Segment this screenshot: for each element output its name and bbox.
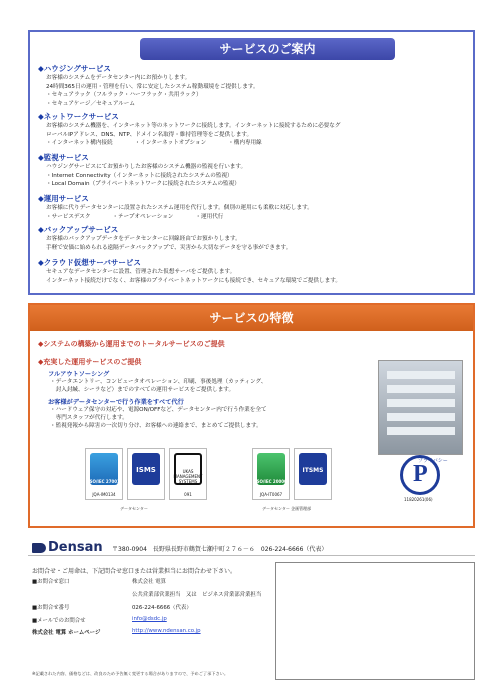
onbehalf-line: ・ハードウェア保守の対応や、電源ON/OFFなど、データセンター内で行う作業を全て [50,407,267,413]
company-address: 〒380-0904 長野県長野市鶴賀七瀬中町２７６－６ 026-224-6666（代表） [112,546,328,553]
operation-line: お客様に代りデータセンターに設置されたシステム運用を代行します。個別の運用にも柔軟に対応します。 [46,205,313,211]
left-cert-caption: データセンター [120,506,148,511]
network-item: ・インターネットオプション [134,140,207,146]
network-item: ・構内専用線 [228,140,262,146]
contact-title: お問合せ・ご用命は、下記問合せ窓口または営業担当にお問合わせ下さい。 [32,568,237,575]
isms-logo: ISMS [127,448,165,500]
operation-item: ・テープオペレーション [112,213,174,220]
monitoring-heading: ◆監視サービス [38,153,89,162]
densan-mark-icon [32,543,46,553]
operation-heading: ◆運用サービス [38,194,89,203]
itsms-logo: ITSMS [294,448,332,500]
backup-line: お客様のバックアップデータをデータセンターに回線経由でお預かりします。 [46,236,241,242]
network-line: ローバルIPアドレス、DNS、NTP、ドメイン名取得・維持管理等をご提供します。 [46,131,253,138]
monitoring-line: ・Internet Connectivity（インターネットに接続されたシステムの監視） [46,172,233,179]
housing-line: お客様のシステムをデータセンター内にお預かりします。 [46,75,191,81]
services-title: サービスのご案内 [140,38,395,60]
ukas-code: 091 [184,492,192,497]
services-panel [28,30,475,295]
right-cert-caption: データセンター 企画管理部 [262,506,312,511]
onbehalf-line: 専門スタッフが代行します。 [50,415,128,421]
housing-section [38,64,470,108]
cloud-heading: ◆クラウド仮想サーバサービス [38,258,141,267]
outsourcing-line: 封入封緘、シーラなど）までのすべての運用サービスをご提供します。 [50,387,235,393]
network-line: お客様のシステム機器を、インターネット等のネットワークに接続します。インターネットに接続するために必要なグ [46,123,341,129]
operation-section [38,194,470,221]
operation-item: ・サービスデスク [46,213,91,220]
feature-point-2: ◆充実した運用サービスのご提供 [38,358,142,366]
onbehalf-line: ・監視発報から障害の一次切り分け、お客様への連絡まで、まとめてご提供します。 [50,423,262,429]
monitoring-line: ハウジングサービスにてお預かりしたお客様のシステム機器の監視を行います。 [46,164,247,170]
privacy-code: 11820261(06) [404,497,433,502]
network-section [38,112,470,148]
footnote: ※記載された内容、価格などは、改良のため予告無く変更する場合がありますので、予めご了承下さい。 [32,671,229,676]
iso20000-logo: ISO/IEC 20000 JQA-IT0067 [252,448,290,500]
iso27001-code: JQA-IM0134 [92,492,116,497]
datacenter-building-photo [378,360,463,455]
housing-heading: ◆ハウジングサービス [38,64,111,73]
outsourcing-heading: フルアウトソーシング [48,371,110,378]
iso27001-logo: ISO/IEC 27001 JQA-IM0134 [85,448,123,500]
monitoring-section [38,153,470,189]
email-link[interactable]: info@dsdc.jp [132,616,167,622]
operation-item: ・運用代行 [195,213,224,220]
onbehalf-heading: お客様がデータセンターで行う作業をすべて代行 [48,399,184,406]
features-title: サービスの特徴 [30,305,473,331]
feature-point-1: ◆システムの構築から運用までのトータルサービスのご提供 [38,340,225,348]
network-heading: ◆ネットワークサービス [38,112,119,121]
housing-line: ・セキュアケージ／セキュアルーム [46,100,135,107]
backup-line: 手軽で安価に始められる遠隔データバックアップで、災害から大切なデータを守る事ができます。 [46,244,292,251]
monitoring-line: ・Local Domain（プライベートネットワークに接続されたシステムの監視） [46,181,240,187]
privacy-mark-logo: P [400,455,440,495]
features-panel [28,303,475,528]
iso20000-code: JQA-IT0067 [259,492,283,497]
cloud-line: セキュアなデータセンターに設置、管理された仮想サーバをご提供します。 [46,269,236,275]
cloud-section [38,258,470,285]
stamp-box [275,562,475,680]
homepage-link[interactable]: http://www.ndensan.co.jp [132,628,201,634]
densan-logo: Densan [32,540,103,555]
housing-line: 24時間365日の運用・管理を行い、常に安定したシステム稼動環境をご提供します。 [46,83,259,90]
housing-line: ・セキュアラック（フルラック・ハーフラック・共用ラック） [46,92,202,98]
backup-heading: ◆バックアップサービス [38,225,119,234]
backup-section [38,225,470,252]
privacy-label: プライバシー [418,458,448,464]
network-item: ・インターネット構内接続 [46,140,113,146]
outsourcing-line: ・データエントリー、コンピュータオペレーション、印刷、事後処理（カッティング、 [50,379,267,385]
cloud-line: インターネット接続だけでなく、お客様のプライベートネットワークにも接続でき、セキュアな環境でご提供します。 [46,277,341,284]
divider [28,555,475,556]
ukas-logo: UKAS MANAGEMENT SYSTEMS 091 [169,448,207,500]
